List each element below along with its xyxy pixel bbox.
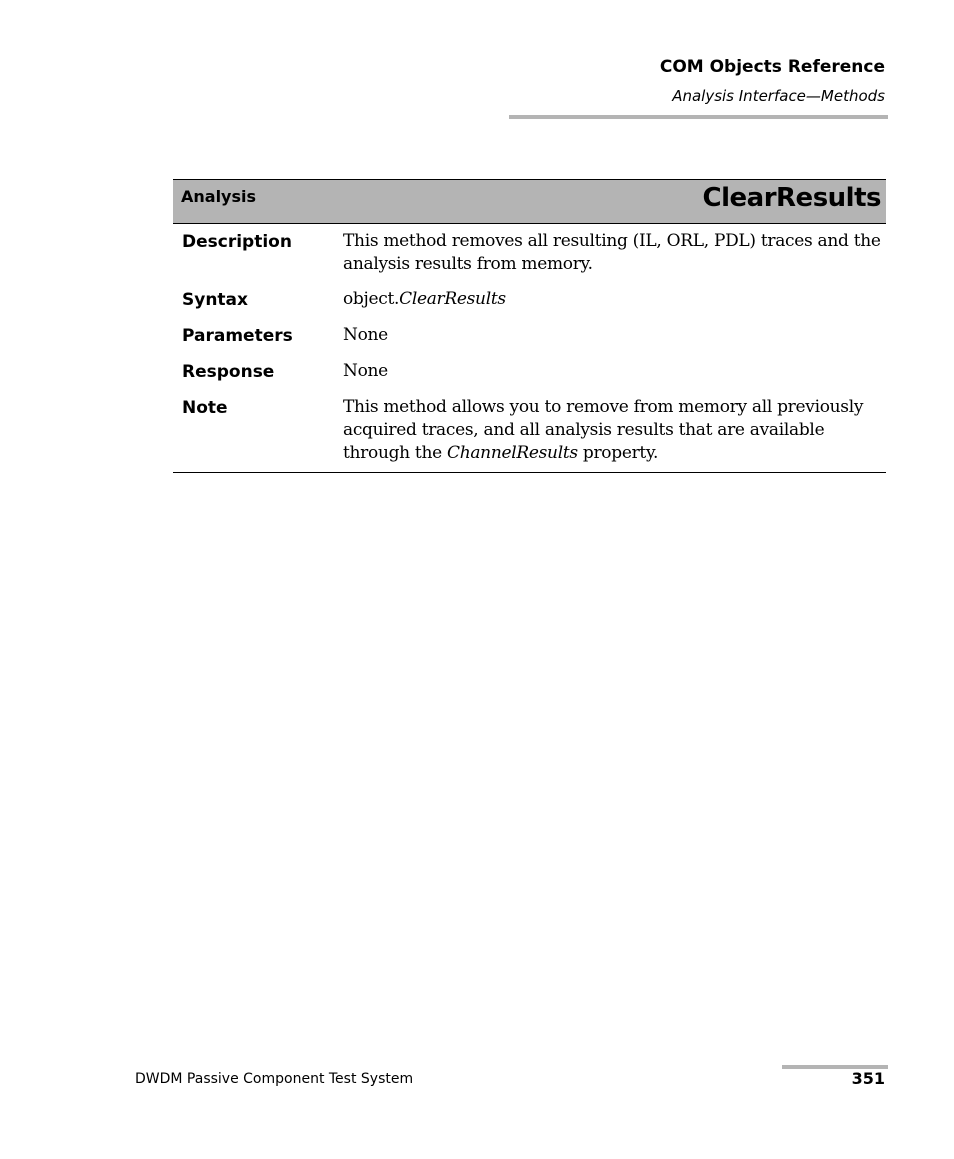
running-header-subtitle: Analysis Interface—Methods — [672, 87, 885, 105]
header-divider — [509, 115, 888, 119]
note-text — [335, 396, 886, 465]
parameters-text: None — [343, 325, 388, 345]
syntax-row — [173, 288, 886, 312]
method-reference-table — [173, 179, 886, 473]
reference-table-header — [173, 180, 886, 224]
running-header-title: COM Objects Reference — [659, 57, 885, 77]
footer-document-title: DWDM Passive Component Test System — [135, 1071, 414, 1087]
reference-table-body — [173, 224, 886, 472]
description-label: Description — [182, 232, 292, 252]
syntax-prefix: object. — [343, 289, 400, 309]
note-text-start: This method allows you to remove from memory all previously acquired traces, and all analysis results that are available through the — [343, 397, 864, 463]
syntax-label: Syntax — [182, 290, 248, 310]
note-property-name: ChannelResults — [446, 443, 578, 463]
response-label: Response — [182, 362, 275, 382]
response-row — [173, 360, 886, 384]
note-label: Note — [182, 398, 228, 418]
description-row — [173, 230, 886, 276]
object-category-label: Analysis — [181, 187, 257, 206]
parameters-row — [173, 324, 886, 348]
syntax-method-name: ClearResults — [399, 289, 506, 309]
description-text: This method removes all resulting (IL, ORL, PDL) traces and the analysis results from memory. — [343, 231, 881, 274]
syntax-text — [335, 288, 886, 312]
response-text: None — [343, 361, 388, 381]
note-row — [173, 396, 886, 465]
parameters-label: Parameters — [182, 326, 293, 346]
page-number: 351 — [851, 1069, 885, 1088]
method-name-heading: ClearResults — [702, 183, 881, 213]
note-text-end: property. — [577, 443, 659, 463]
